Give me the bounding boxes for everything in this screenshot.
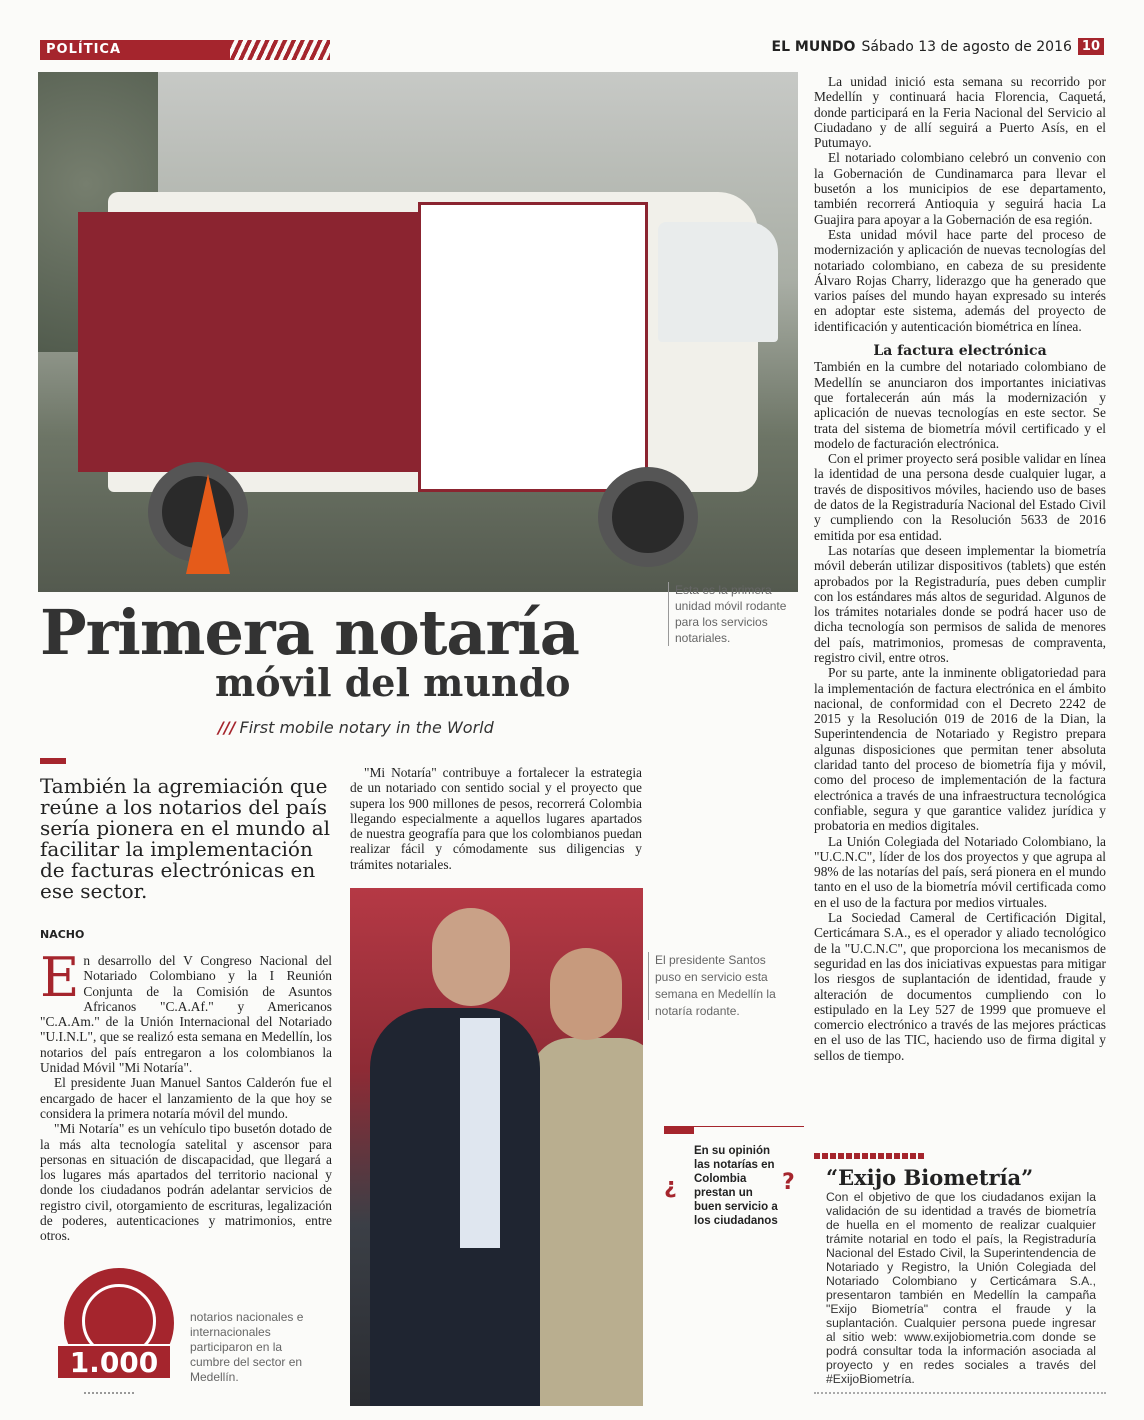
section-label: POLÍTICA <box>40 40 230 60</box>
right-paragraph-1: La unidad inició esta semana su recorrido por Medellín y continuará hacia Florencia, Caquetá, donde participará en la Feria Nacional del Servicio al Ciudadano y de allí seguirá a Puerto Asís, en el Putumayo. <box>814 74 1106 151</box>
lead-accent-bar <box>40 758 66 764</box>
poll-question: En su opinión las notarías en Colombia prestan un buen servicio a los ciudadanos <box>694 1145 778 1227</box>
bus-photo <box>38 72 798 592</box>
page-number: 10 <box>1078 38 1104 55</box>
subhead-text: First mobile notary in the World <box>239 718 494 737</box>
santos-photo <box>350 888 643 1406</box>
photo-person-left-shirt <box>460 1018 500 1248</box>
right-paragraph-9: La Sociedad Cameral de Certificación Digital, Certicámara S.A., es el operador y aliado tecnológico de la "U.C.N.C", que proporciona los mecanismos de seguridad en las dos iniciativas expuestas para mitigar los riesgos de suplantación de identidad, fraude y alteración de documentos cumpliendo con lo estipulado en la Ley 527 de 1999 que promueve el comercio electrónico a través de las mejores prácticas en el uso de las TIC, haciendo uso de firma digital y sellos de tiempo. <box>814 910 1106 1063</box>
right-paragraph-4: También en la cumbre del notariado colombiano de Medellín se anunciaron dos importantes iniciativas que fortalecerán aún más la modernización y aplicación de nuevas tecnologías en este sector. Se trata del sistema de biometría móvil certificado y el modelo de facturación electrónica. <box>814 359 1106 451</box>
left-column <box>40 946 332 1244</box>
photo-person-left-suit <box>370 1008 540 1406</box>
right-column <box>814 74 1106 1063</box>
right-paragraph-7: Por su parte, ante la inminente obligatoriedad para la implementación de factura electrónica en el ámbito nacional, de conformidad con el Decreto 2242 de 2015 y la Resolución 019 de 2016 de la Dian, la Superintendencia de Notariado y Registro prepara algunas disposiciones que permitan tener absoluta claridad tanto del proceso de biometría fija y móvil, como del proceso de implementación de la factura electrónica a través de una infraestructura tecnológica confiable, segura y que garantice validez jurídica y probatoria en medios digitales. <box>814 665 1106 834</box>
headline-line2: móvil del mundo <box>215 660 571 705</box>
right-paragraph-3: Esta unidad móvil hace parte del proceso de modernización y aplicación de nuevas tecnologías del notariado colombiano, en cabeza de su presidente Álvaro Rojas Charry, liderazgo que ha generado que varios países del mundo hayan expresado su interés en adoptar este sistema, además del proyecto de identificación y autenticación biométrica en línea. <box>814 226 1106 334</box>
stat-graphic <box>58 1268 178 1384</box>
poll-box <box>664 1126 804 1246</box>
photo-person-left-head <box>432 908 510 1006</box>
right-paragraph-2: El notariado colombiano celebró un convenio con la Gobernación de Cundinamarca para llevar el busetón a los municipios de ese departamento, también recorrerá Antioquia y seguirá hacia La Guajira para apoyar a la Gobernación de esa región. <box>814 150 1106 227</box>
stat-description: notarios nacionales e internacionales participaron en la cumbre del sector en Medellín. <box>190 1310 304 1384</box>
byline: NACHO <box>40 928 85 941</box>
left-paragraph-1 <box>40 946 332 1076</box>
dotted-divider-left <box>84 1392 134 1394</box>
left-paragraph-2: El presidente Juan Manuel Santos Calderón fue el encargado de hacer el lanzamiento de la que hoy se considera la primera notaría móvil del mundo. <box>40 1075 332 1121</box>
bus-wheel-front <box>598 467 698 567</box>
bus-side-panel <box>78 212 418 472</box>
dotted-divider-right <box>814 1392 1106 1394</box>
section-tag <box>40 40 330 60</box>
right-paragraph-8: La Unión Colegiada del Notariado Colombiano, la "U.C.N.C", líder de los dos proyectos y que agrupa al 98% de las notarías del país, será pionera en el mundo tanto en el uso de la biometría móvil certificada como en el uso de la factura por medios virtuales. <box>814 833 1106 910</box>
bus-caption: Esta es la primera unidad móvil rodante para los servicios notariales. <box>668 582 798 646</box>
right-paragraph-6: Las notarías que deseen implementar la biometría móvil deberán utilizar dispositivos (tablets) que estén aprobados por la Registraduría, pues deben cumplir con los estándares más altos de seguridad. Algunos de los trámites notariales donde se podrá hacer uso de dicha tecnología son permisos de salida de menores del país, matrimonios, promesas de compraventa, registro civil, entre otros. <box>814 542 1106 665</box>
sidebar-text: Con el objetivo de que los ciudadanos exijan la validación de su identidad a través de biometría de huella en el momento de realizar cualquier trámite notarial en todo el país, la Registraduría Nacional del Estado Civil, la Superintendencia de Notariado y Registro, la Unión Colegiada del Notariado Colombiano y Certicámara S.A., presentaron también en Medellín la campaña "Exijo Biometría" contra el fraude y la suplantación. Cualquier persona puede ingresar al sitio web: www.exijobiometria.com donde se podrá consultar toda la información asociada al proyecto y en redes sociales a través del #ExijoBiometría. <box>826 1190 1096 1386</box>
issue-date: Sábado 13 de agosto de 2016 <box>861 38 1072 55</box>
paper-name: EL MUNDO <box>771 38 856 55</box>
bus-windshield <box>658 222 778 342</box>
poll-accent-bar <box>664 1126 694 1134</box>
lead-paragraph: También la agremiación que reúne a los notarios del país sería pionera en el mundo al facilitar la implementación de facturas electrónicas en ese sector. <box>40 774 331 903</box>
poll-close-question-mark: ? <box>782 1170 795 1195</box>
middle-paragraph-1: "Mi Notaría" contribuye a fortalecer la estrategia de un notariado con sentido social y el proyecto que supera los 900 millones de pesos, recorrerá Colombia llegando especialmente a aquellos lugares apartados de nuestra geografía para que los colombianos puedan realizar fácil y cómodamente sus diligencias y trámites notariales. <box>350 765 642 872</box>
right-paragraph-5: Con el primer proyecto será posible validar en línea la identidad de una persona desde cualquier lugar, a través de dispositivos móviles, haciendo uso de bases de datos de la Registraduría Nacional del Estado Civil y cumpliendo con la Resolución 5633 de 2016 emitida por esa entidad. <box>814 451 1106 543</box>
photo-person-right-suit <box>530 1038 643 1406</box>
bus-door-panel <box>418 202 648 492</box>
right-subheading: La factura electrónica <box>873 343 1047 360</box>
sidebar-accent-rule <box>814 1153 924 1159</box>
middle-column <box>350 765 642 872</box>
stat-number: 1.000 <box>58 1344 170 1378</box>
traffic-cone <box>186 474 230 574</box>
sidebar-title: “Exijo Biometría” <box>826 1165 1034 1190</box>
subheadline <box>218 718 494 737</box>
poll-rule <box>694 1126 804 1127</box>
masthead <box>772 38 1104 55</box>
subhead-slashes: /// <box>218 718 236 737</box>
section-hatch <box>230 40 330 60</box>
poll-open-question-mark: ¿ <box>664 1174 677 1199</box>
left-paragraph-3: "Mi Notaría" es un vehículo tipo busetón dotado de la más alta tecnología satelital y ascensor para personas en situación de discapacidad, que llegará a los lugares más apartados del territorio nacional y donde los ciudadanos podrán adelantar servicios de registro civil, otorgamiento de escrituras, legalización de poderes, autenticaciones y matrimonios, entre otros. <box>40 1121 332 1244</box>
drop-cap: E <box>40 946 80 1009</box>
photo-person-right-head <box>550 948 622 1040</box>
headline: Primera notaría <box>40 596 579 669</box>
santos-caption: El presidente Santos puso en servicio esta semana en Medellín la notaría rodante. <box>648 952 788 1020</box>
left-paragraph-1-text: n desarrollo del V Congreso Nacional del Notariado Colombiano y la I Reunión Conjunta de la Comisión de Asuntos Africanos "C.A.Af." y Americanos "C.A.Am." de la Unión Internacional del Notariado "U.I.N.L", que se realizó esta semana en Medellín, los notarios del país entregaron a los colombianos la Unidad Móvil "Mi Notaría". <box>40 953 332 1076</box>
